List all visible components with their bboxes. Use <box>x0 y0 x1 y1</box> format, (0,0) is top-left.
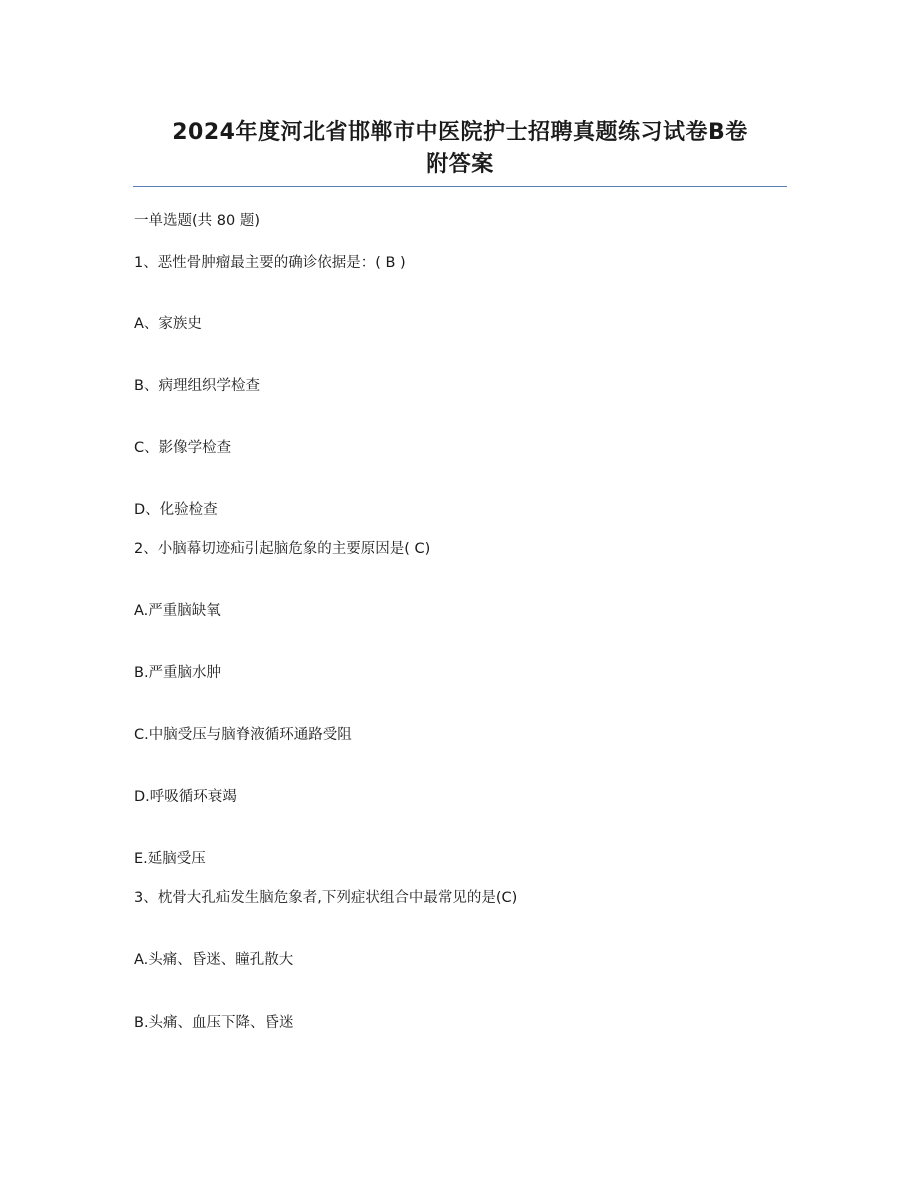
question-2-option-c: C.中脑受压与脑脊液循环通路受阻 <box>134 727 352 743</box>
section-heading: 一单选题(共 80 题) <box>134 213 260 229</box>
question-3-stem: 3、枕骨大孔疝发生脑危象者,下列症状组合中最常见的是(C) <box>134 890 518 906</box>
document-title-continued: 附答案 <box>426 152 494 177</box>
question-1-option-b: B、病理组织学检查 <box>134 378 260 394</box>
question-1-option-a: A、家族史 <box>134 316 202 332</box>
question-2-option-b: B.严重脑水肿 <box>134 665 222 681</box>
question-1-option-d: D、化验检查 <box>134 502 218 518</box>
question-2-stem: 2、小脑幕切迹疝引起脑危象的主要原因是( C) <box>134 541 431 557</box>
title-divider <box>133 186 787 187</box>
question-2-option-e: E.延脑受压 <box>134 851 206 867</box>
question-3-option-a: A.头痛、昏迷、瞳孔散大 <box>134 952 294 968</box>
question-2-option-d: D.呼吸循环衰竭 <box>134 789 237 805</box>
document-title: 2024年度河北省邯郸市中医院护士招聘真题练习试卷B卷 <box>172 120 748 145</box>
question-1-option-c: C、影像学检查 <box>134 440 232 456</box>
question-1-stem: 1、恶性骨肿瘤最主要的确诊依据是：( B ) <box>134 255 406 271</box>
question-3-option-b: B.头痛、血压下降、昏迷 <box>134 1015 294 1031</box>
question-2-option-a: A.严重脑缺氧 <box>134 603 221 619</box>
